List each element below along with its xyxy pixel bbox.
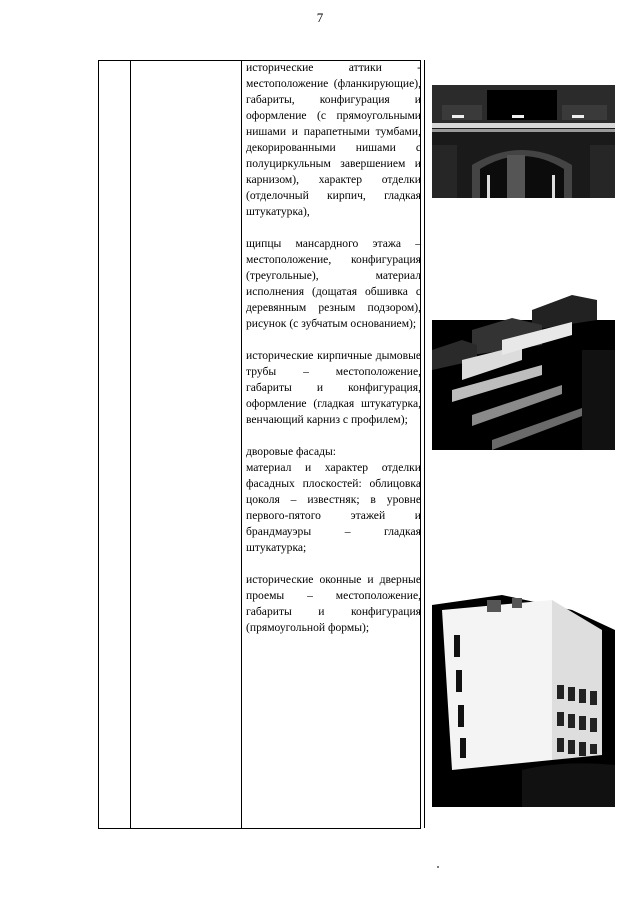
courtyard-facade-drawing <box>432 590 615 807</box>
attic-facade-drawing <box>432 85 615 198</box>
paragraph-courtyard: дворовые фасады: материал и характер отделки фасадных плоскостей: облицовка цоколя – известняк; в уровне первого-пятого этажей и брандмауэры – гладкая штукатурка; <box>246 445 421 554</box>
table-border-left <box>98 60 99 828</box>
table-column-divider-3 <box>424 60 425 828</box>
paragraph-gables: щипцы мансардного этажа – местоположение, конфигурация (треугольные), материал исполнения (дощатая обшивка с деревянным резным подзором), рисунок (с зубчатым основанием); <box>246 237 421 330</box>
paragraph-attics: исторические аттики - местоположение (фланкирующие), габариты, конфигурация и оформление (с прямоугольными нишами и парапетными тумбами, декорированными нишами с полуциркульным завершением и карнизом), характер отделки (отделочный кирпич, гладкая штукатурка), <box>246 61 421 218</box>
table-column-divider-2 <box>241 60 242 828</box>
mansard-gables-photo <box>432 290 615 450</box>
mansard-gables-drawing <box>432 290 615 450</box>
table-border-bottom <box>98 828 421 829</box>
paragraph-chimneys: исторические кирпичные дымовые трубы – местоположение, габариты и конфигурация, оформление (гладкая штукатурка, венчающий карниз с профилем); <box>246 349 421 426</box>
table-column-divider-1 <box>130 60 131 828</box>
attic-facade-photo <box>432 85 615 198</box>
scan-dot <box>437 866 439 868</box>
courtyard-facade-photo <box>432 590 615 807</box>
paragraph-openings: исторические оконные и дверные проемы – местоположение, габариты и конфигурация (прямоугольной формы); <box>246 573 421 634</box>
description-column <box>246 60 421 636</box>
page-number: 7 <box>316 10 324 25</box>
